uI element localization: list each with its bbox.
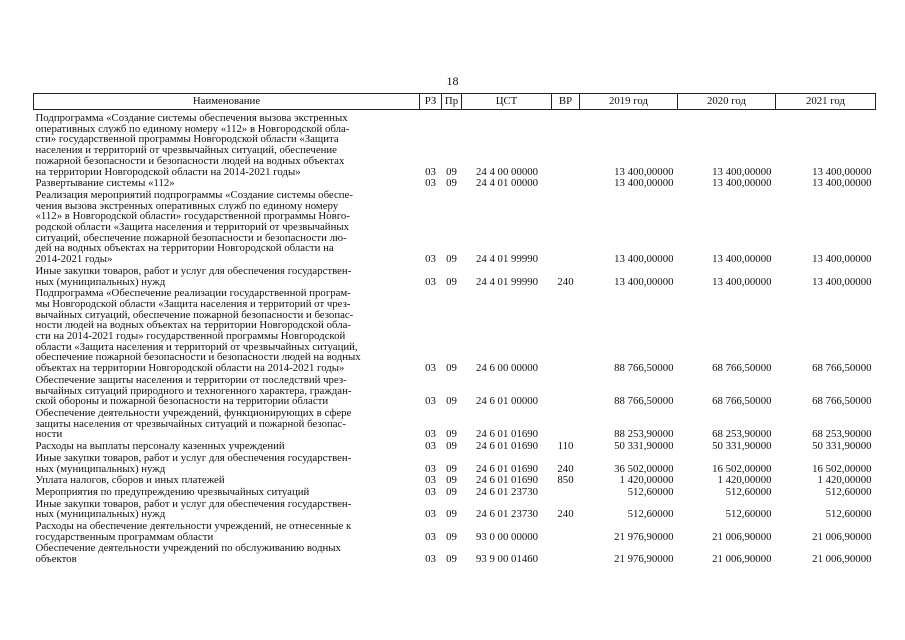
- table-header: [34, 94, 876, 110]
- row-rz: 03: [425, 441, 436, 453]
- row-pr: 09: [446, 508, 457, 521]
- row-cst: 24 6 01 23730: [475, 486, 539, 498]
- row-pr: 09: [446, 275, 457, 288]
- row-pr: 09: [446, 553, 457, 566]
- table-row: [34, 543, 876, 565]
- row-name: Иные закупки товаров, работ и услуг для обеспечения государствен- ных (муниципальных) нужд: [35, 452, 352, 475]
- row-name: Иные закупки товаров, работ и услуг для обеспечения государствен- ных (муниципальных) нужд: [35, 498, 352, 521]
- row-pr: 09: [446, 486, 457, 498]
- row-vr: [552, 190, 580, 266]
- row-amount-2021: 50 331,90000: [812, 441, 872, 453]
- row-amount-2020: 13 400,00000: [712, 253, 772, 266]
- row-vr: [552, 408, 580, 441]
- row-name: Обеспечение защиты населения и территории от последствий чрез- вычайных ситуаций природного и техногенного характера, граждан- ской обороны и пожарной безопасности на территории области: [35, 374, 352, 408]
- row-amount-2019: 1 420,00000: [619, 475, 674, 487]
- row-amount-2019: 13 400,00000: [614, 178, 674, 190]
- table-body: [34, 110, 876, 566]
- row-name: Уплата налогов, сборов и иных платежей: [35, 475, 225, 487]
- row-rz: 03: [425, 428, 436, 441]
- table-row: [34, 453, 876, 475]
- row-amount-2020: 1 420,00000: [717, 475, 772, 487]
- row-rz: 03: [425, 553, 436, 566]
- row-amount-2021: 13 400,00000: [812, 165, 872, 178]
- header-vr: ВР: [552, 94, 580, 110]
- row-cst: 24 6 01 00000: [475, 395, 539, 408]
- row-name: Подпрограмма «Обеспечение реализации государственной програм- мы Новгородской области «Защита населения и территорий от чрез- вычайных ситуаций, обеспечение пожарной безопасности и безопас- ности людей на водных объектах на территории Новгородской обла- сти на 2014-2021 годы» государственной программы Новгородской области «Защита населения и территорий от чрезвычайных ситуаций, обеспечение пожарной безопасности и безопасности людей на водных объектах на территории Новгородской области на 2014-2021 годы»: [35, 288, 361, 375]
- row-vr: [552, 375, 580, 408]
- table-row: [34, 521, 876, 543]
- row-pr: 09: [446, 428, 457, 441]
- row-rz: 03: [425, 395, 436, 408]
- row-vr: [552, 521, 580, 543]
- table-row: [34, 178, 876, 190]
- table-row: [34, 110, 876, 179]
- row-amount-2019: 88 766,50000: [614, 395, 674, 408]
- table-row: [34, 266, 876, 288]
- row-vr: [552, 110, 580, 179]
- row-amount-2021: 13 400,00000: [812, 253, 872, 266]
- row-rz: 03: [425, 462, 436, 475]
- row-pr: 09: [446, 462, 457, 475]
- row-amount-2019: 88 253,90000: [614, 428, 674, 441]
- row-pr: 09: [446, 178, 457, 190]
- row-name: Расходы на выплаты персоналу казенных учреждений: [35, 441, 285, 453]
- row-rz: 03: [425, 486, 436, 498]
- row-amount-2020: 13 400,00000: [712, 178, 772, 190]
- row-amount-2021: 16 502,00000: [812, 462, 872, 475]
- row-amount-2019: 13 400,00000: [614, 253, 674, 266]
- row-vr: [552, 288, 580, 375]
- table-row: [34, 375, 876, 408]
- row-amount-2020: 16 502,00000: [712, 462, 772, 475]
- row-amount-2019: 13 400,00000: [614, 275, 674, 288]
- row-amount-2021: 1 420,00000: [817, 475, 872, 487]
- row-amount-2020: 68 253,90000: [712, 428, 772, 441]
- row-pr: 09: [446, 475, 457, 487]
- row-cst: 24 4 01 00000: [475, 178, 539, 190]
- row-rz: 03: [425, 475, 436, 487]
- row-rz: 03: [425, 530, 436, 543]
- row-pr: 09: [446, 395, 457, 408]
- header-2019: 2019 год: [580, 94, 678, 110]
- row-amount-2020: 512,60000: [725, 486, 772, 498]
- row-amount-2020: 13 400,00000: [712, 165, 772, 178]
- row-vr: 240: [557, 508, 574, 521]
- row-cst: 24 6 01 01690: [475, 462, 539, 475]
- table-row: [34, 288, 876, 375]
- header-2020: 2020 год: [678, 94, 776, 110]
- row-cst: 24 6 01 01690: [475, 428, 539, 441]
- row-rz: 03: [425, 275, 436, 288]
- row-amount-2019: 512,60000: [627, 486, 674, 498]
- header-2021: 2021 год: [776, 94, 876, 110]
- row-cst: 24 6 01 01690: [475, 441, 539, 453]
- row-amount-2019: 50 331,90000: [614, 441, 674, 453]
- row-rz: 03: [425, 253, 436, 266]
- row-name: Обеспечение деятельности учреждений по обслуживанию водных объектов: [35, 543, 341, 566]
- row-amount-2021: 13 400,00000: [812, 275, 872, 288]
- header-cst: ЦСТ: [462, 94, 552, 110]
- row-pr: 09: [446, 530, 457, 543]
- row-pr: 09: [446, 441, 457, 453]
- row-amount-2020: 13 400,00000: [712, 275, 772, 288]
- row-rz: 03: [425, 508, 436, 521]
- table-row: [34, 487, 876, 499]
- row-amount-2019: 36 502,00000: [614, 462, 674, 475]
- table-row: [34, 499, 876, 521]
- row-cst: 24 6 01 23730: [475, 508, 539, 521]
- row-amount-2020: 68 766,50000: [712, 395, 772, 408]
- row-cst: 24 6 01 01690: [475, 475, 539, 487]
- row-amount-2021: 21 006,90000: [812, 553, 872, 566]
- row-pr: 09: [446, 362, 457, 375]
- row-pr: 09: [446, 165, 457, 178]
- row-cst: 24 4 01 99990: [475, 253, 539, 266]
- row-name: Обеспечение деятельности учреждений, функционирующих в сфере защиты населения от чрезвычайных ситуаций и пожарной безопас- ности: [35, 407, 352, 441]
- row-vr: 240: [557, 275, 574, 288]
- row-amount-2020: 68 766,50000: [712, 362, 772, 375]
- row-amount-2021: 512,60000: [825, 486, 872, 498]
- row-amount-2019: 512,60000: [627, 508, 674, 521]
- row-amount-2019: 88 766,50000: [614, 362, 674, 375]
- row-vr: [552, 178, 580, 190]
- row-cst: 93 0 00 00000: [475, 530, 539, 543]
- page-number: 18: [446, 74, 459, 88]
- row-name: Мероприятия по предупреждению чрезвычайных ситуаций: [35, 486, 310, 498]
- table-row: [34, 441, 876, 453]
- row-amount-2019: 21 976,90000: [614, 530, 674, 543]
- row-amount-2020: 21 006,90000: [712, 553, 772, 566]
- row-name: Реализация мероприятий подпрограммы «Создание системы обеспе- чения вызова экстренных оперативных служб по единому номеру «112» в Новгородской области» государственной программы Новго- родской области «Защита населения и территорий от чрезвычайных ситуаций, обеспечение пожарной безопасности и безопасности лю- дей на водных объектах на территории Новгородской области на 2014-2021 годы»: [35, 189, 353, 266]
- header-name: Наименование: [34, 94, 420, 110]
- row-vr: [552, 543, 580, 565]
- row-amount-2019: 13 400,00000: [614, 165, 674, 178]
- row-amount-2020: 21 006,90000: [712, 530, 772, 543]
- row-amount-2021: 21 006,90000: [812, 530, 872, 543]
- row-amount-2021: 13 400,00000: [812, 178, 872, 190]
- row-pr: 09: [446, 253, 457, 266]
- row-name: Иные закупки товаров, работ и услуг для обеспечения государствен- ных (муниципальных) нужд: [35, 265, 352, 288]
- table-row: [34, 190, 876, 266]
- row-amount-2019: 21 976,90000: [614, 553, 674, 566]
- row-amount-2021: 512,60000: [825, 508, 872, 521]
- header-pr: Пр: [442, 94, 462, 110]
- row-vr: [552, 487, 580, 499]
- row-name: Развертывание системы «112»: [35, 178, 175, 190]
- row-cst: 93 9 00 01460: [475, 553, 539, 566]
- row-cst: 24 6 00 00000: [475, 362, 539, 375]
- row-rz: 03: [425, 362, 436, 375]
- row-amount-2021: 68 766,50000: [812, 362, 872, 375]
- row-name: Подпрограмма «Создание системы обеспечения вызова экстренных оперативных служб по единому номеру «112» в Новгородской обла- сти» государственной программы Новгородской области «Защита населения и территорий от чрезвычайных ситуаций, обеспечение пожарной безопасности и безопасности людей на водных объектах на территории Новгородской области на 2014-2021 годы»: [35, 112, 350, 178]
- row-cst: 24 4 01 99990: [475, 275, 539, 288]
- table-row: [34, 475, 876, 487]
- table-row: [34, 408, 876, 441]
- row-rz: 03: [425, 165, 436, 178]
- row-vr: 110: [557, 441, 574, 453]
- row-amount-2021: 68 253,90000: [812, 428, 872, 441]
- row-cst: 24 4 00 00000: [475, 165, 539, 178]
- row-name: Расходы на обеспечение деятельности учреждений, не отнесенные к государственным программам области: [35, 521, 352, 543]
- row-vr: 240: [557, 462, 574, 475]
- row-vr: 850: [557, 475, 574, 487]
- row-rz: 03: [425, 178, 436, 190]
- row-amount-2020: 50 331,90000: [712, 441, 772, 453]
- row-amount-2020: 512,60000: [725, 508, 772, 521]
- header-rz: РЗ: [420, 94, 442, 110]
- row-amount-2021: 68 766,50000: [812, 395, 872, 408]
- budget-table: [33, 93, 876, 566]
